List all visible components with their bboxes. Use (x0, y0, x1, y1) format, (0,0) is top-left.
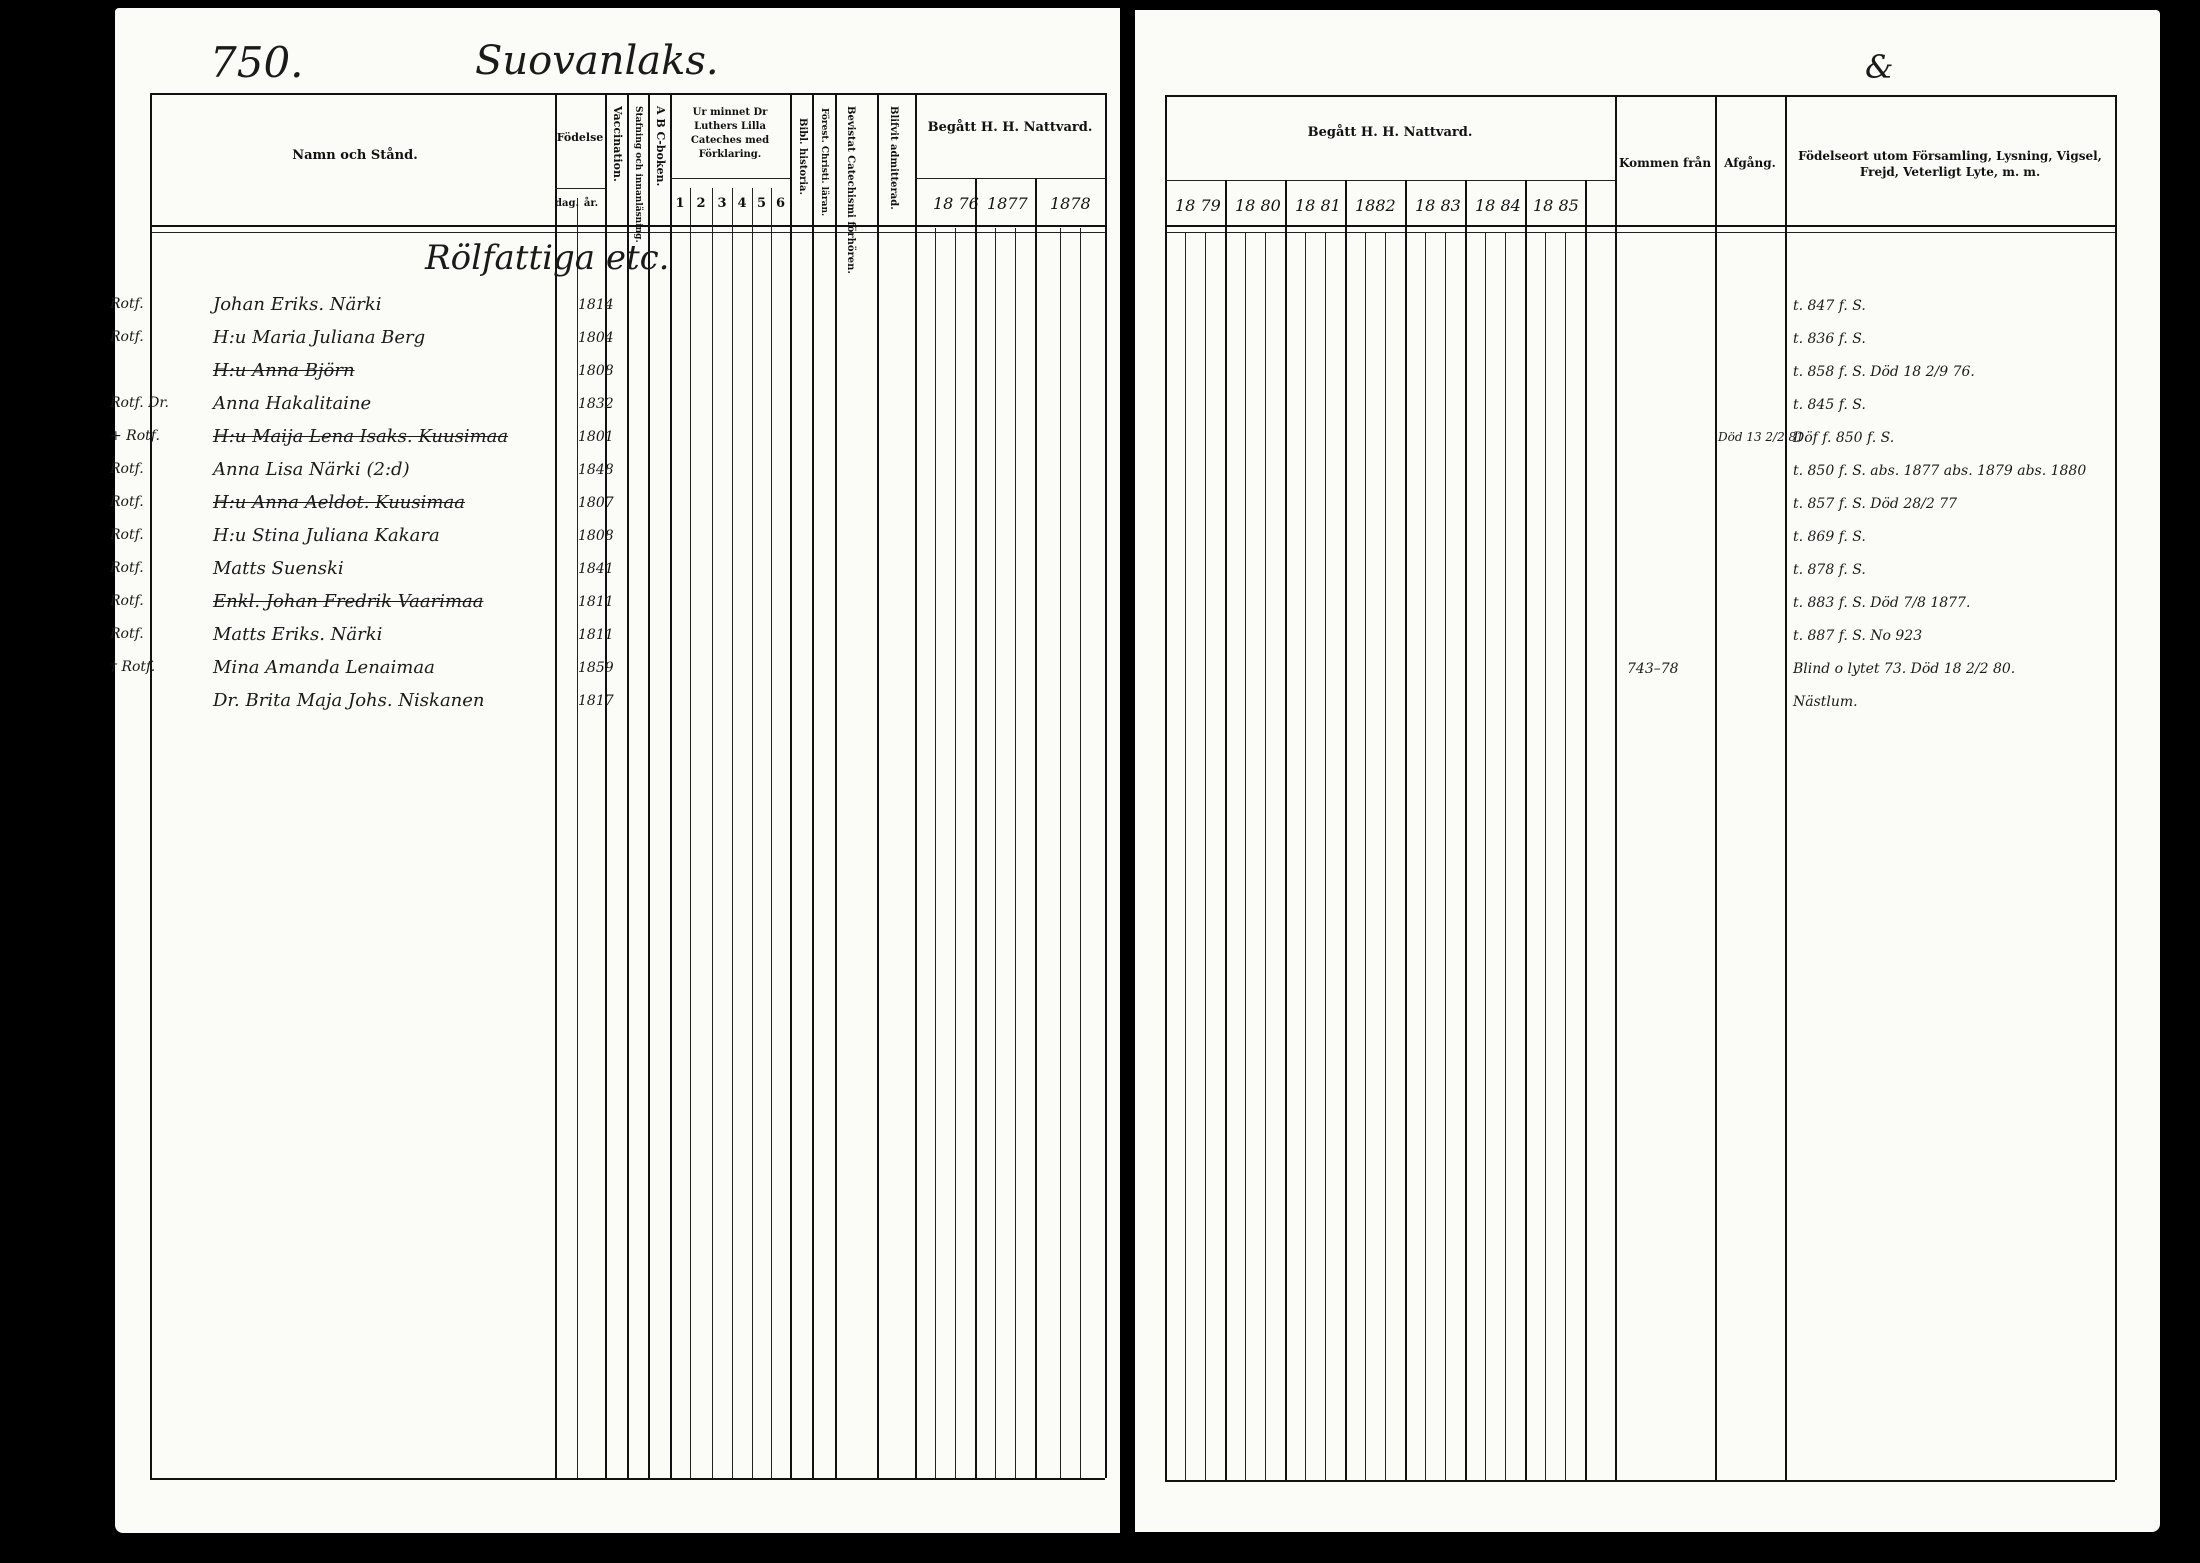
header-notes: Födelseort utom Församling, Lysning, Vigsel, Frejd, Veterligt Lyte, m. m. (1798, 149, 2102, 179)
header-departure: Afgång. (1724, 156, 1776, 170)
row-note: t. 887 f. S. No 923 (1793, 628, 1923, 644)
row-mark: Rotf. (110, 494, 144, 510)
row-came-from: 743–78 (1627, 661, 1679, 677)
row-year: 1848 (578, 462, 614, 478)
header-birth-day: dag. (555, 198, 579, 209)
row-year: 1808 (578, 363, 614, 379)
row-year: 1841 (578, 561, 614, 577)
row-name: Mina Amanda Lenaimaa (213, 657, 435, 678)
row-note: t. 869 f. S. (1793, 529, 1866, 545)
row-name: Enkl. Johan Fredrik Vaarimaa (213, 591, 484, 612)
header-cat-4: 4 (737, 196, 747, 211)
row-mark: Rotf. (110, 296, 144, 312)
header-came-from: Kommen från (1618, 156, 1712, 170)
row-year: 1832 (578, 396, 614, 412)
page-number: 750. (210, 38, 304, 87)
row-name: H:u Maija Lena Isaks. Kuusimaa (213, 426, 509, 447)
row-note: t. 857 f. S. Död 28/2 77 (1793, 496, 1958, 512)
row-year: 1859 (578, 660, 614, 676)
header-cat-5: 5 (756, 196, 767, 211)
row-name: Anna Lisa Närki (2:d) (213, 459, 410, 480)
communion-year: 1882 (1355, 196, 1396, 215)
right-page (1135, 10, 2160, 1532)
section-title: Rölfattiga etc. (425, 238, 670, 278)
header-communion: Begått H. H. Nattvard. (1307, 125, 1473, 140)
row-year: 1807 (578, 495, 614, 511)
row-note: t. 847 f. S. (1793, 298, 1866, 314)
row-note: t. 883 f. S. Död 7/8 1877. (1793, 595, 1971, 611)
row-year: 1804 (578, 330, 614, 346)
row-name: Matts Suenski (213, 558, 344, 579)
row-mark: Rotf. (110, 560, 144, 576)
header-cat-2: 2 (696, 196, 706, 211)
row-note: Nästlum. (1793, 694, 1858, 710)
header-christianity: Förest. Christi. läran. (819, 108, 829, 217)
communion-year: 18 80 (1235, 196, 1281, 215)
row-name: Johan Eriks. Närki (213, 294, 382, 315)
header-catechism-exam: Bevistat Catechismi förhören. (845, 106, 856, 274)
left-page (110, 8, 1120, 1533)
header-communion: Begått H. H. Nattvard. (927, 120, 1093, 135)
row-name: Dr. Brita Maja Johs. Niskanen (213, 690, 485, 711)
communion-year: 18 83 (1415, 196, 1461, 215)
row-mark: + Rotf. (110, 428, 160, 444)
communion-year: 18 81 (1295, 196, 1341, 215)
row-year: 1808 (578, 528, 614, 544)
communion-year: 18 76 (933, 194, 979, 213)
communion-year: 1878 (1050, 194, 1091, 213)
page-mark: & (1865, 48, 1894, 86)
row-name: H:u Maria Juliana Berg (213, 327, 426, 348)
communion-year: 18 85 (1533, 196, 1579, 215)
row-name: H:u Anna Björn (213, 360, 355, 381)
header-cat-3: 3 (717, 196, 727, 211)
communion-year: 18 84 (1475, 196, 1521, 215)
row-year: 1811 (578, 627, 614, 643)
header-cat-6: 6 (775, 196, 786, 211)
row-mark: Rotf. Dr. (110, 395, 170, 411)
header-stafning: Stafning och innanläsning. (633, 106, 643, 243)
header-vaccination: Vaccination. (611, 106, 624, 182)
row-note: t. 878 f. S. (1793, 562, 1866, 578)
row-note: t. 836 f. S. (1793, 331, 1866, 347)
row-mark: Rotf. (110, 626, 144, 642)
header-cat-1: 1 (675, 196, 685, 211)
communion-year: 18 79 (1175, 196, 1221, 215)
place-title: Suovanlaks. (475, 38, 719, 84)
row-mark: Rotf. (110, 593, 144, 609)
row-note: t. 858 f. S. Död 18 2/9 76. (1793, 364, 1975, 380)
header-catechism: Ur minnet Dr Luthers Lilla Cateches med Förklaring. (690, 107, 770, 160)
row-mark: Rotf. (110, 329, 144, 345)
row-name: Matts Eriks. Närki (213, 624, 383, 645)
header-admitted: Blifvit admitterad. (888, 106, 899, 210)
row-note: Blind o lytet 73. Död 18 2/2 80. (1793, 661, 2016, 677)
row-year: 1817 (578, 693, 614, 709)
row-departure: Död 13 2/2 81. (1718, 430, 1808, 444)
header-bible-history: Bibl. historia. (797, 118, 808, 196)
row-name: H:u Anna Aeldot. Kuusimaa (213, 492, 465, 513)
row-year: 1801 (578, 429, 614, 445)
row-mark: Rotf. (110, 527, 144, 543)
row-name: H:u Stina Juliana Kakara (213, 525, 440, 546)
row-note: Döf f. 850 f. S. (1793, 430, 1895, 446)
row-mark: Rotf. (110, 461, 144, 477)
header-abc: A B C-boken. (654, 106, 667, 187)
row-year: 1814 (578, 297, 614, 313)
row-name: Anna Hakalitaine (213, 393, 372, 414)
row-mark: † Rotf. (110, 659, 156, 675)
communion-year: 1877 (987, 194, 1028, 213)
row-note: t. 850 f. S. abs. 1877 abs. 1879 abs. 1880 (1793, 463, 2087, 479)
row-year: 1811 (578, 594, 614, 610)
header-name: Namn och Stånd. (292, 148, 418, 163)
header-birth: Födelse (556, 131, 604, 144)
row-note: t. 845 f. S. (1793, 397, 1866, 413)
header-birth-year: år. (583, 198, 599, 209)
